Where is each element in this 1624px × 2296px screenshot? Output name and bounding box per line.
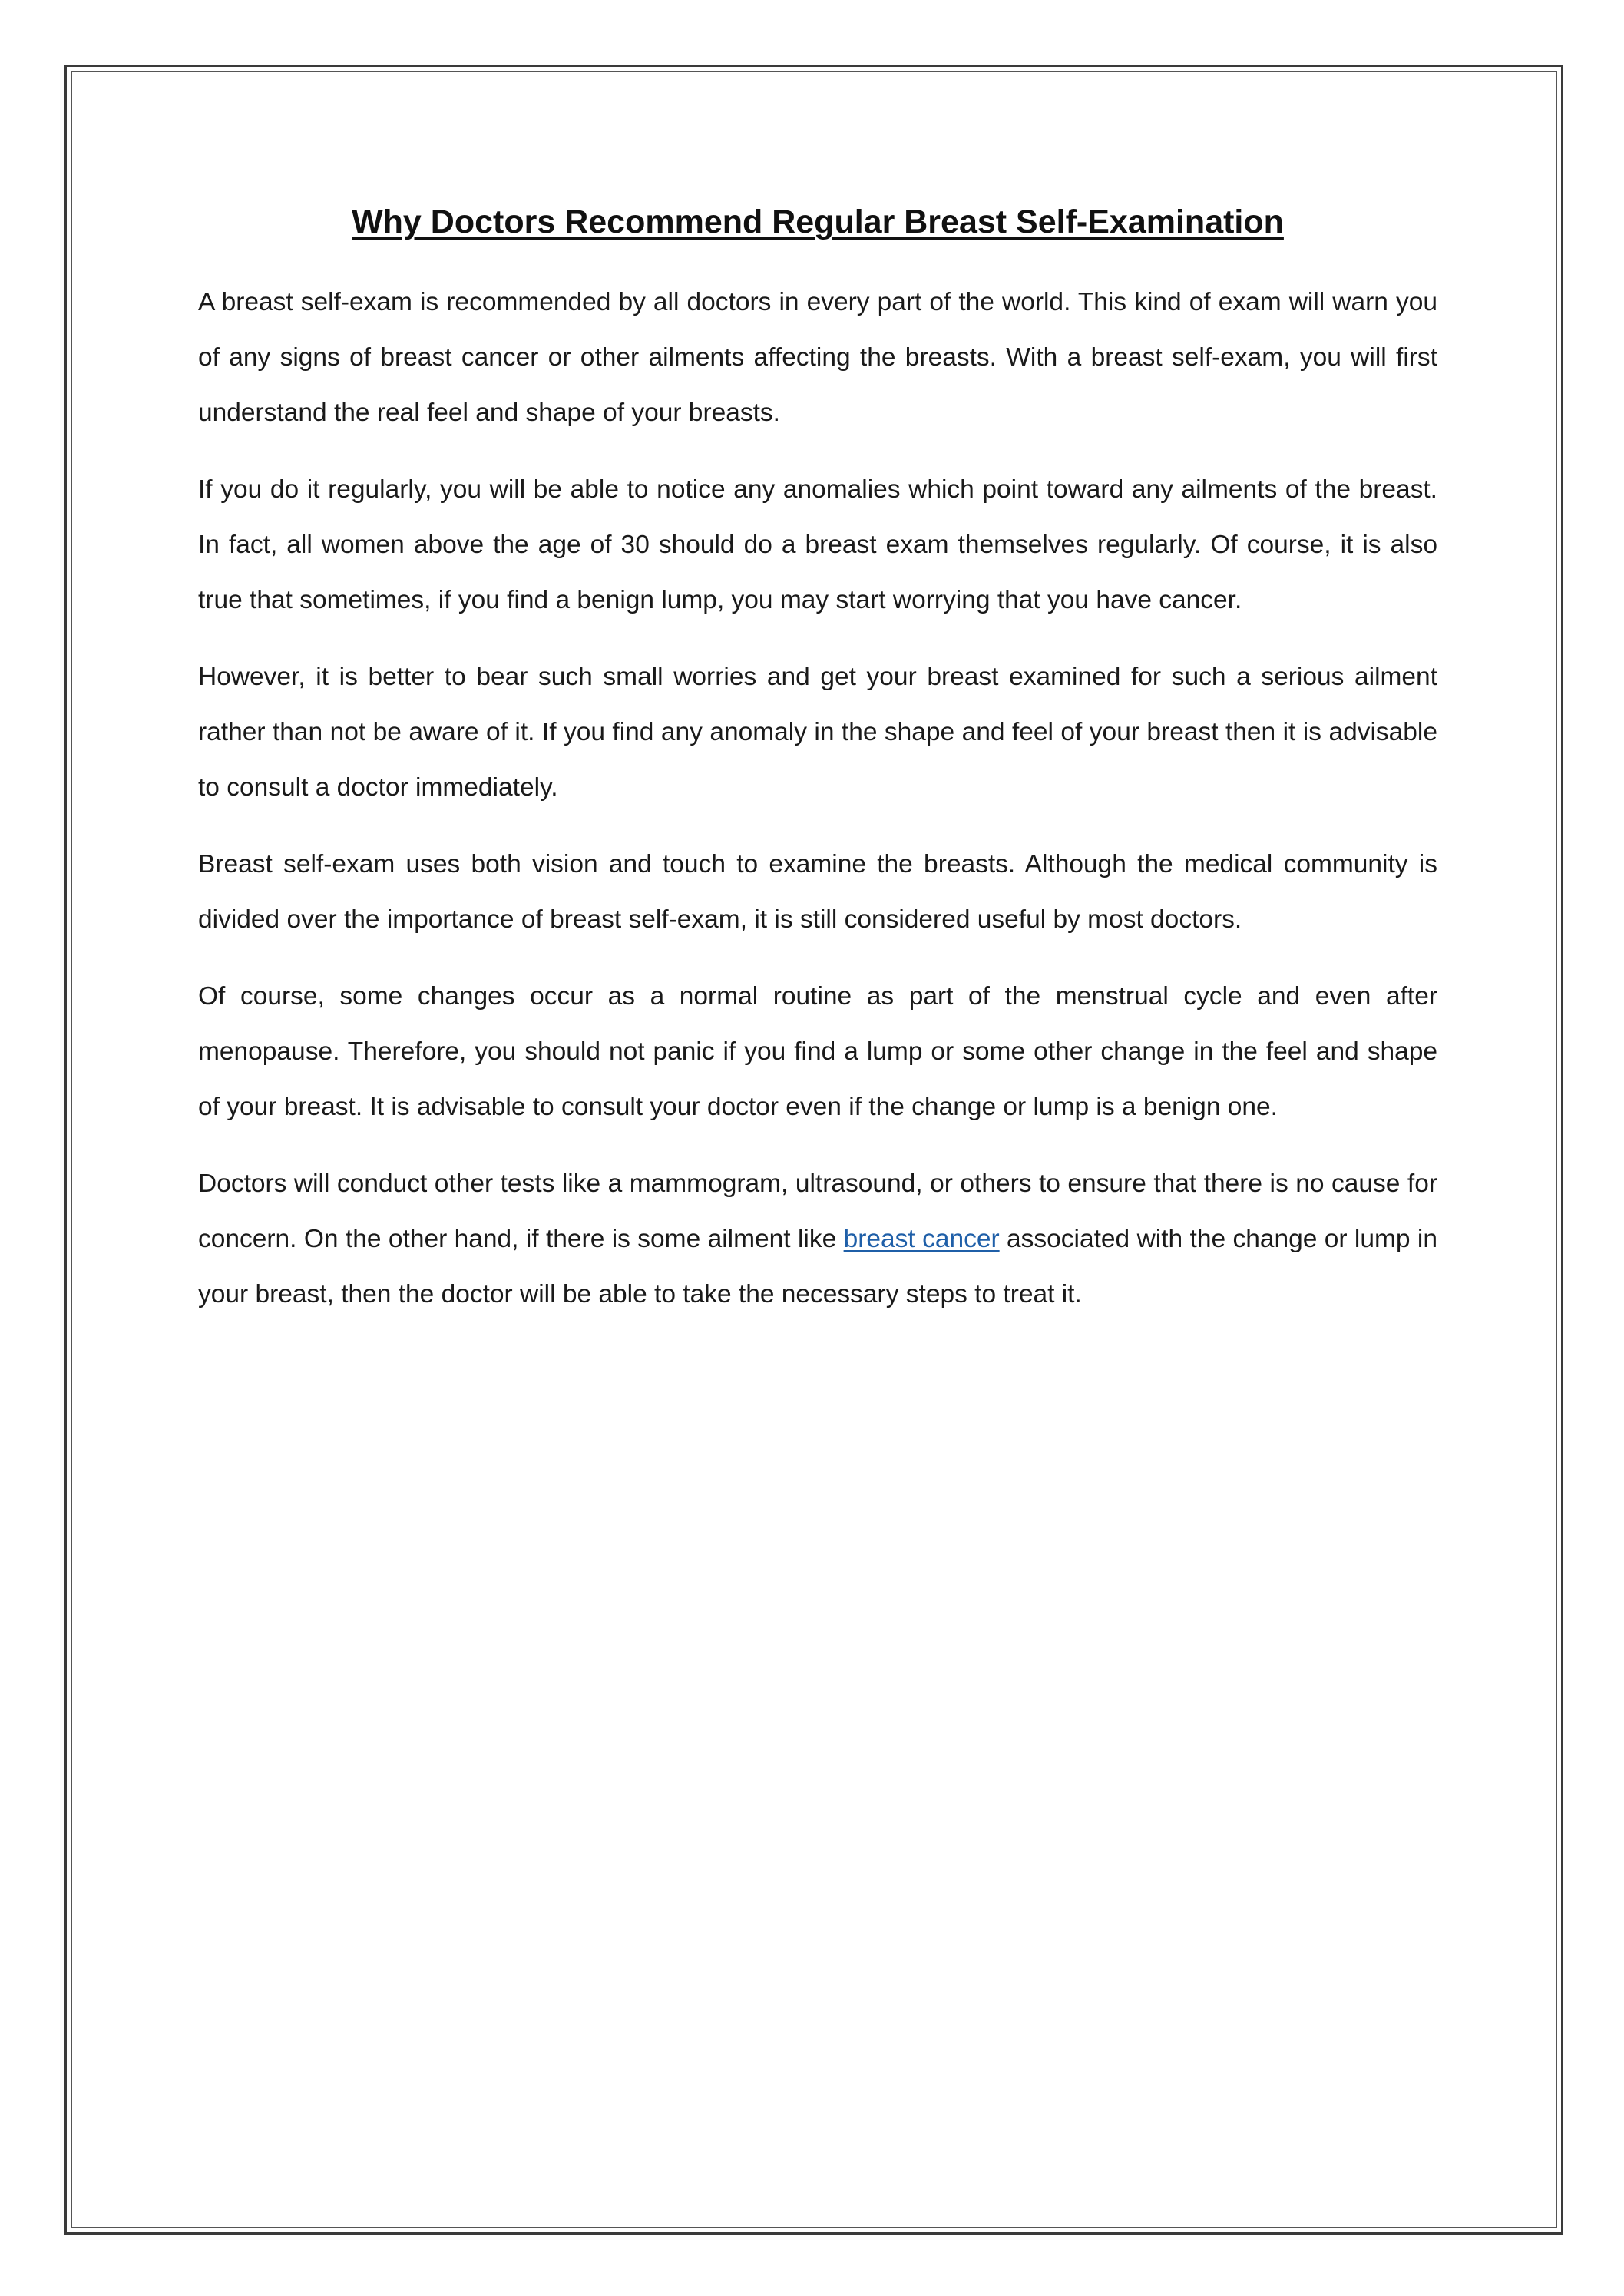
document-title: Why Doctors Recommend Regular Breast Self-Examination [352,203,1284,240]
document-body [198,195,1437,1344]
paragraph-6 [198,1156,1437,1322]
paragraph-3: However, it is better to bear such small worries and get your breast examined for such a serious ailment rather than not be aware of it. If you find any anomaly in the shape and feel of your breast then it is advisable to consult a doctor immediately. [198,663,1437,802]
paragraph-5: Of course, some changes occur as a normal routine as part of the menstrual cycle and even after menopause. Therefore, you should not panic if you find a lump or some other change in the feel and shape of your breast. It is advisable to consult your doctor even if the change or lump is a benign one. [198,982,1437,1121]
paragraph-4: Breast self-exam uses both vision and touch to examine the breasts. Although the medical community is divided over the importance of breast self-exam, it is still considered useful by most doctors. [198,850,1437,934]
paragraph-6-text-after-link: associated with the change or lump in your breast, then the doctor will be able to take the necessary steps to treat it. [198,1225,1438,1308]
paragraph-6-text-before-link: Doctors will conduct other tests like a mammogram, ultrasound, or others to ensure that there is no cause for concern. On the other hand, if there is some ailment like [198,1170,1437,1253]
paragraph-2: If you do it regularly, you will be able to notice any anomalies which point toward any ailments of the breast. In fact, all women above the age of 30 should do a breast exam themselves regularly. Of course, it is also true that sometimes, if you find a benign lump, you may start worrying that you have cancer. [198,475,1437,614]
paragraph-1: A breast self-exam is recommended by all doctors in every part of the world. This kind of exam will warn you of any signs of breast cancer or other ailments affecting the breasts. With a breast self-exam, you will first understand the real feel and shape of your breasts. [198,288,1437,427]
breast-cancer-link[interactable]: breast cancer [843,1225,1000,1253]
